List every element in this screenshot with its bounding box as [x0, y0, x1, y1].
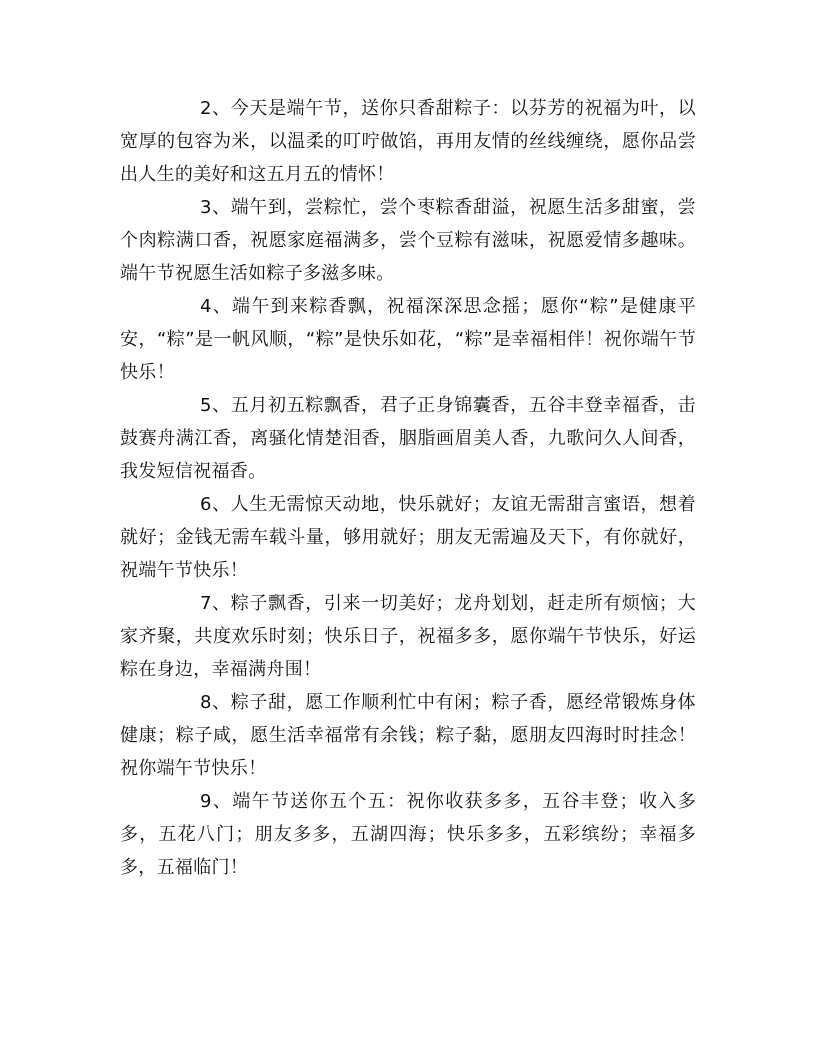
paragraph-6: 6、人生无需惊天动地，快乐就好；友谊无需甜言蜜语，想着就好；金钱无需车载斗量，够用就好；朋友无需遍及天下，有你就好，祝端午节快乐！	[120, 494, 696, 581]
paragraph-9: 9、端午节送你五个五：祝你收获多多，五谷丰登；收入多多，五花八门；朋友多多，五湖四海；快乐多多，五彩缤纷；幸福多多，五福临门！	[120, 791, 696, 878]
document-body	[120, 92, 696, 884]
paragraph-3: 3、端午到，尝粽忙，尝个枣粽香甜溢，祝愿生活多甜蜜，尝个肉粽满口香，祝愿家庭福满多，尝个豆粽有滋味，祝愿爱情多趣味。端午节祝愿生活如粽子多滋多味。	[120, 197, 696, 284]
paragraph-2: 2、今天是端午节，送你只香甜粽子：以芬芳的祝福为叶，以宽厚的包容为米，以温柔的叮咛做馅，再用友情的丝线缠绕，愿你品尝出人生的美好和这五月五的情怀！	[120, 98, 696, 185]
paragraph-4: 4、端午到来粽香飘，祝福深深思念摇；愿你“粽”是健康平安，“粽”是一帆风顺，“粽”是快乐如花，“粽”是幸福相伴！祝你端午节快乐！	[120, 296, 696, 383]
paragraph-8: 8、粽子甜，愿工作顺利忙中有闲；粽子香，愿经常锻炼身体健康；粽子咸，愿生活幸福常有余钱；粽子黏，愿朋友四海时时挂念！祝你端午节快乐！	[120, 692, 696, 779]
paragraph-5: 5、五月初五粽飘香，君子正身锦囊香，五谷丰登幸福香，击鼓赛舟满江香，离骚化情楚泪香，胭脂画眉美人香，九歌问久人间香，我发短信祝福香。	[120, 395, 696, 482]
paragraph-7: 7、粽子飘香，引来一切美好；龙舟划划，赶走所有烦恼；大家齐聚，共度欢乐时刻；快乐日子，祝福多多，愿你端午节快乐，好运粽在身边，幸福满舟围！	[120, 593, 696, 680]
